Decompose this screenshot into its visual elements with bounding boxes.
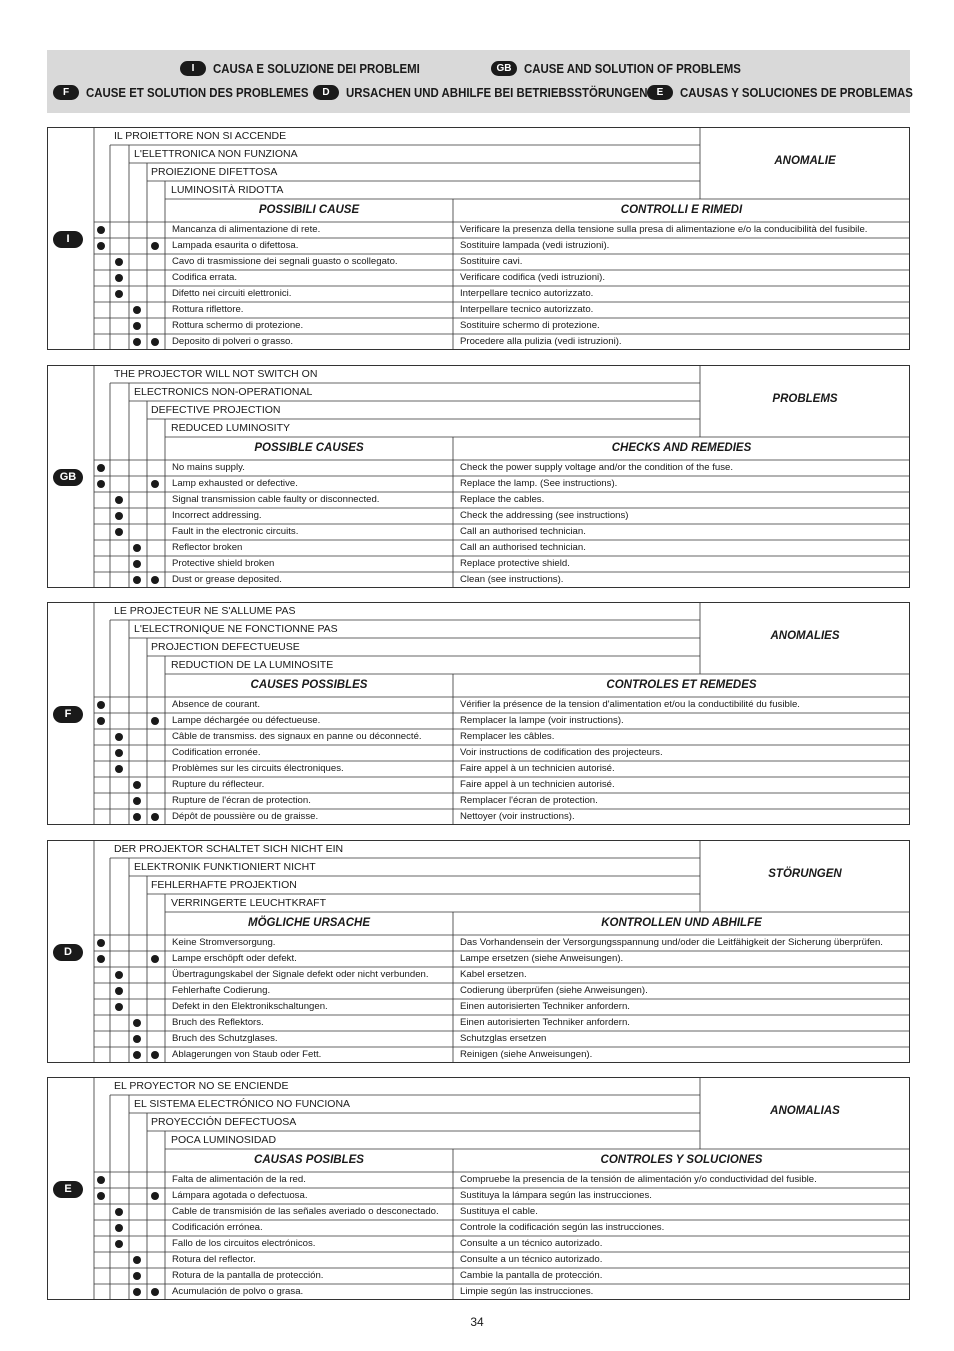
remedy-cell: Sustituya el cable.: [460, 1206, 538, 1217]
cause-cell: Cavo di trasmissione dei segnali guasto o scollegato.: [172, 256, 398, 267]
indicator-dot: [133, 576, 141, 584]
remedy-cell: Codierung überprüfen (siehe Anweisungen).: [460, 985, 648, 996]
cause-cell: Problèmes sur les circuits électroniques.: [172, 763, 344, 774]
remedy-cell: Remplacer les câbles.: [460, 731, 555, 742]
language-badge-gb: GB: [491, 61, 517, 76]
remedy-cell: Compruebe la presencia de la tensión de alimentación y/o conductividad del fusible.: [460, 1174, 817, 1185]
indicator-dot: [97, 226, 105, 234]
symptom-label: DER PROJEKTOR SCHALTET SICH NICHT EIN: [114, 843, 344, 855]
symptom-label: REDUCED LUMINOSITY: [171, 422, 291, 434]
remedy-cell: Controle la codificación según las instrucciones.: [460, 1222, 665, 1233]
symptom-label: LE PROJECTEUR NE S'ALLUME PAS: [114, 605, 296, 617]
indicator-dot: [115, 496, 123, 504]
section-language-badge: GB: [53, 469, 83, 486]
cause-cell: Fault in the electronic circuits.: [172, 526, 299, 537]
indicator-dot: [115, 733, 123, 741]
remedy-cell: Voir instructions de codification des projecteurs.: [460, 747, 663, 758]
indicator-dot: [133, 560, 141, 568]
section-title: PROBLEMS: [772, 393, 838, 405]
symptom-label: IL PROIETTORE NON SI ACCENDE: [114, 130, 287, 142]
indicator-dot: [115, 512, 123, 520]
symptom-label: LUMINOSITÀ RIDOTTA: [171, 184, 284, 196]
symptom-label: FEHLERHAFTE PROJEKTION: [151, 879, 297, 891]
indicator-dot: [151, 338, 159, 346]
cause-cell: Câble de transmiss. des signaux en panne ou déconnecté.: [172, 731, 422, 742]
remedy-cell: Einen autorisierten Techniker anfordern.: [460, 1017, 630, 1028]
cause-cell: Dust or grease deposited.: [172, 574, 282, 585]
remedies-column-header: CHECKS AND REMEDIES: [611, 442, 752, 454]
troubleshooting-table: [47, 365, 910, 588]
remedy-cell: Replace the cables.: [460, 494, 545, 505]
cause-cell: Signal transmission cable faulty or disconnected.: [172, 494, 380, 505]
remedy-cell: Replace the lamp. (See instructions).: [460, 478, 618, 489]
indicator-dot: [151, 576, 159, 584]
remedies-column-header: KONTROLLEN UND ABHILFE: [601, 917, 762, 929]
cause-cell: Incorrect addressing.: [172, 510, 262, 521]
indicator-dot: [151, 717, 159, 725]
indicator-dot: [133, 813, 141, 821]
troubleshooting-table: [47, 840, 910, 1063]
remedy-cell: Lampe ersetzen (siehe Anweisungen).: [460, 953, 624, 964]
indicator-dot: [97, 464, 105, 472]
cause-cell: Lámpara agotada o defectuosa.: [172, 1190, 308, 1201]
symptom-label: THE PROJECTOR WILL NOT SWITCH ON: [114, 368, 318, 380]
cause-cell: Difetto nei circuiti elettronici.: [172, 288, 292, 299]
indicator-dot: [151, 1192, 159, 1200]
cause-cell: Lampada esaurita o difettosa.: [172, 240, 299, 251]
cause-cell: Rupture du réflecteur.: [172, 779, 265, 790]
symptom-label: L'ELETTRONICA NON FUNZIONA: [134, 148, 298, 160]
remedy-cell: Verificare la presenza della tensione sulla presa di alimentazione e/o la conducibilità del fusibile.: [460, 224, 868, 235]
remedy-cell: Replace protective shield.: [460, 558, 570, 569]
symptom-label: DEFECTIVE PROJECTION: [151, 404, 281, 416]
cause-cell: Acumulación de polvo o grasa.: [172, 1286, 304, 1297]
symptom-label: PROJECTION DEFECTUEUSE: [151, 641, 300, 653]
indicator-dot: [115, 528, 123, 536]
remedy-cell: Nettoyer (voir instructions).: [460, 811, 575, 822]
remedy-cell: Limpie según las instrucciones.: [460, 1286, 594, 1297]
remedy-cell: Consulte a un técnico autorizado.: [460, 1254, 603, 1265]
causes-column-header: POSSIBILI CAUSE: [258, 204, 360, 216]
symptom-label: PROIEZIONE DIFETTOSA: [151, 166, 278, 178]
cause-cell: Rottura schermo di protezione.: [172, 320, 304, 331]
remedy-cell: Sostituire schermo di protezione.: [460, 320, 600, 331]
cause-cell: Codificación errónea.: [172, 1222, 263, 1233]
cause-cell: Lamp exhausted or defective.: [172, 478, 298, 489]
indicator-dot: [133, 322, 141, 330]
indicator-dot: [115, 274, 123, 282]
cause-cell: Bruch des Schutzglases.: [172, 1033, 278, 1044]
symptom-label: EL PROYECTOR NO SE ENCIENDE: [114, 1080, 289, 1092]
header-title-i: CAUSA E SOLUZIONE DEI PROBLEMI: [213, 61, 420, 76]
symptom-label: L'ELECTRONIQUE NE FONCTIONNE PAS: [134, 623, 338, 635]
indicator-dot: [115, 1208, 123, 1216]
indicator-dot: [97, 480, 105, 488]
cause-cell: Keine Stromversorgung.: [172, 937, 276, 948]
indicator-dot: [115, 1224, 123, 1232]
cause-cell: Ablagerungen von Staub oder Fett.: [172, 1049, 322, 1060]
indicator-dot: [97, 1192, 105, 1200]
section-title: STÖRUNGEN: [768, 868, 842, 880]
section-language-badge: F: [53, 706, 83, 723]
indicator-dot: [115, 971, 123, 979]
remedy-cell: Schutzglas ersetzen: [460, 1033, 547, 1044]
language-badge-i: I: [180, 61, 206, 76]
cause-cell: Falta de alimentación de la red.: [172, 1174, 306, 1185]
indicator-dot: [133, 1019, 141, 1027]
indicator-dot: [133, 544, 141, 552]
cause-cell: Absence de courant.: [172, 699, 261, 710]
troubleshooting-table: [47, 1077, 910, 1300]
cause-cell: Fehlerhafte Codierung.: [172, 985, 271, 996]
cause-cell: Codifica errata.: [172, 272, 238, 283]
section-language-badge: E: [53, 1181, 83, 1198]
indicator-dot: [97, 242, 105, 250]
header-title-f: CAUSE ET SOLUTION DES PROBLEMES: [86, 85, 309, 100]
indicator-dot: [115, 749, 123, 757]
symptom-label: ELEKTRONIK FUNKTIONIERT NICHT: [134, 861, 316, 873]
remedy-cell: Faire appel à un technicien autorisé.: [460, 779, 615, 790]
remedies-column-header: CONTROLES Y SOLUCIONES: [600, 1154, 763, 1166]
indicator-dot: [115, 1240, 123, 1248]
indicator-dot: [151, 1051, 159, 1059]
indicator-dot: [115, 290, 123, 298]
cause-cell: Rotura de la pantalla de protección.: [172, 1270, 324, 1281]
remedy-cell: Reinigen (siehe Anweisungen).: [460, 1049, 593, 1060]
symptom-label: VERRINGERTE LEUCHTKRAFT: [171, 897, 326, 909]
page-header: [47, 50, 913, 113]
remedy-cell: Das Vorhandensein der Versorgungsspannung und/oder die Leitfähigkeit der Sicherung überprüfen.: [460, 937, 883, 948]
indicator-dot: [133, 1288, 141, 1296]
remedy-cell: Interpellare tecnico autorizzato.: [460, 288, 594, 299]
remedy-cell: Sostituire cavi.: [460, 256, 523, 267]
troubleshooting-table: [47, 127, 910, 350]
remedy-cell: Procedere alla pulizia (vedi istruzioni).: [460, 336, 622, 347]
symptom-label: POCA LUMINOSIDAD: [171, 1134, 277, 1146]
causes-column-header: CAUSES POSSIBLES: [250, 679, 368, 691]
remedy-cell: Remplacer l'écran de protection.: [460, 795, 598, 806]
indicator-dot: [97, 955, 105, 963]
indicator-dot: [133, 797, 141, 805]
page-number: 34: [470, 1315, 484, 1329]
header-item-e: [647, 85, 945, 100]
cause-cell: Rotura del reflector.: [172, 1254, 256, 1265]
section-language-badge: I: [53, 231, 83, 248]
causes-column-header: MÖGLICHE URSACHE: [247, 917, 371, 929]
remedy-cell: Check the power supply voltage and/or the condition of the fuse.: [460, 462, 734, 473]
language-badge-d: D: [313, 85, 339, 100]
troubleshooting-table: [47, 602, 910, 825]
remedy-cell: Call an authorised technician.: [460, 542, 586, 553]
remedy-cell: Remplacer la lampe (voir instructions).: [460, 715, 624, 726]
cause-cell: Cable de transmisión de las señales averiado o desconectado.: [172, 1206, 439, 1217]
symptom-label: PROYECCIÓN DEFECTUOSA: [151, 1116, 297, 1128]
remedy-cell: Sostituire lampada (vedi istruzioni).: [460, 240, 610, 251]
cause-cell: Lampe déchargée ou défectueuse.: [172, 715, 321, 726]
header-title-e: CAUSAS Y SOLUCIONES DE PROBLEMAS: [680, 85, 913, 100]
language-badge-e: E: [647, 85, 673, 100]
cause-cell: Mancanza di alimentazione di rete.: [172, 224, 321, 235]
header-item-i: [180, 61, 448, 76]
indicator-dot: [115, 1003, 123, 1011]
cause-cell: No mains supply.: [172, 462, 245, 473]
indicator-dot: [115, 987, 123, 995]
indicator-dot: [97, 1176, 105, 1184]
cause-cell: Rupture de l'écran de protection.: [172, 795, 311, 806]
cause-cell: Protective shield broken: [172, 558, 275, 569]
remedy-cell: Einen autorisierten Techniker anfordern.: [460, 1001, 630, 1012]
indicator-dot: [115, 258, 123, 266]
remedies-column-header: CONTROLLI E RIMEDI: [620, 204, 743, 216]
cause-cell: Deposito di polveri o grasso.: [172, 336, 294, 347]
remedy-cell: Check the addressing (see instructions): [460, 510, 629, 521]
remedies-column-header: CONTROLES ET REMEDES: [606, 679, 757, 691]
causes-column-header: POSSIBLE CAUSES: [254, 442, 364, 454]
indicator-dot: [133, 1035, 141, 1043]
indicator-dot: [151, 480, 159, 488]
indicator-dot: [151, 813, 159, 821]
remedy-cell: Call an authorised technician.: [460, 526, 586, 537]
header-title-d: URSACHEN UND ABHILFE BEI BETRIEBSSTÖRUNGEN: [346, 85, 648, 100]
remedy-cell: Kabel ersetzen.: [460, 969, 527, 980]
cause-cell: Fallo de los circuitos electrónicos.: [172, 1238, 316, 1249]
remedy-cell: Verificare codifica (vedi istruzioni).: [460, 272, 606, 283]
indicator-dot: [115, 765, 123, 773]
indicator-dot: [97, 717, 105, 725]
cause-cell: Bruch des Reflektors.: [172, 1017, 264, 1028]
remedy-cell: Interpellare tecnico autorizzato.: [460, 304, 594, 315]
causes-column-header: CAUSAS POSIBLES: [254, 1154, 364, 1166]
header-item-gb: [491, 61, 771, 76]
symptom-label: EL SISTEMA ELECTRÓNICO NO FUNCIONA: [134, 1098, 351, 1110]
indicator-dot: [151, 242, 159, 250]
section-title: ANOMALIES: [770, 630, 840, 642]
indicator-dot: [133, 338, 141, 346]
cause-cell: Dépôt de poussière ou de graisse.: [172, 811, 319, 822]
cause-cell: Lampe erschöpft oder defekt.: [172, 953, 297, 964]
cause-cell: Rottura riflettore.: [172, 304, 244, 315]
header-item-f: [53, 85, 339, 100]
indicator-dot: [133, 781, 141, 789]
remedy-cell: Clean (see instructions).: [460, 574, 564, 585]
remedy-cell: Vérifier la présence de la tension d'alimentation et/ou la conductibilité du fusible.: [460, 699, 800, 710]
cause-cell: Reflector broken: [172, 542, 243, 553]
indicator-dot: [133, 1051, 141, 1059]
cause-cell: Defekt in den Elektronikschaltungen.: [172, 1001, 328, 1012]
indicator-dot: [133, 306, 141, 314]
cause-cell: Übertragungskabel der Signale defekt oder nicht verbunden.: [172, 969, 429, 980]
header-item-d: [313, 85, 689, 100]
section-language-badge: D: [53, 944, 83, 961]
indicator-dot: [133, 1272, 141, 1280]
symptom-label: ELECTRONICS NON-OPERATIONAL: [134, 386, 313, 398]
remedy-cell: Consulte a un técnico autorizado.: [460, 1238, 603, 1249]
section-title: ANOMALIAS: [770, 1105, 840, 1117]
remedy-cell: Cambie la pantalla de protección.: [460, 1270, 603, 1281]
indicator-dot: [97, 701, 105, 709]
indicator-dot: [133, 1256, 141, 1264]
cause-cell: Codification erronée.: [172, 747, 261, 758]
symptom-label: REDUCTION DE LA LUMINOSITE: [171, 659, 334, 671]
indicator-dot: [97, 939, 105, 947]
remedy-cell: Sustituya la lámpara según las instrucciones.: [460, 1190, 652, 1201]
indicator-dot: [151, 1288, 159, 1296]
remedy-cell: Faire appel à un technicien autorisé.: [460, 763, 615, 774]
header-title-gb: CAUSE AND SOLUTION OF PROBLEMS: [524, 61, 741, 76]
section-title: ANOMALIE: [774, 155, 836, 167]
language-badge-f: F: [53, 85, 79, 100]
indicator-dot: [151, 955, 159, 963]
